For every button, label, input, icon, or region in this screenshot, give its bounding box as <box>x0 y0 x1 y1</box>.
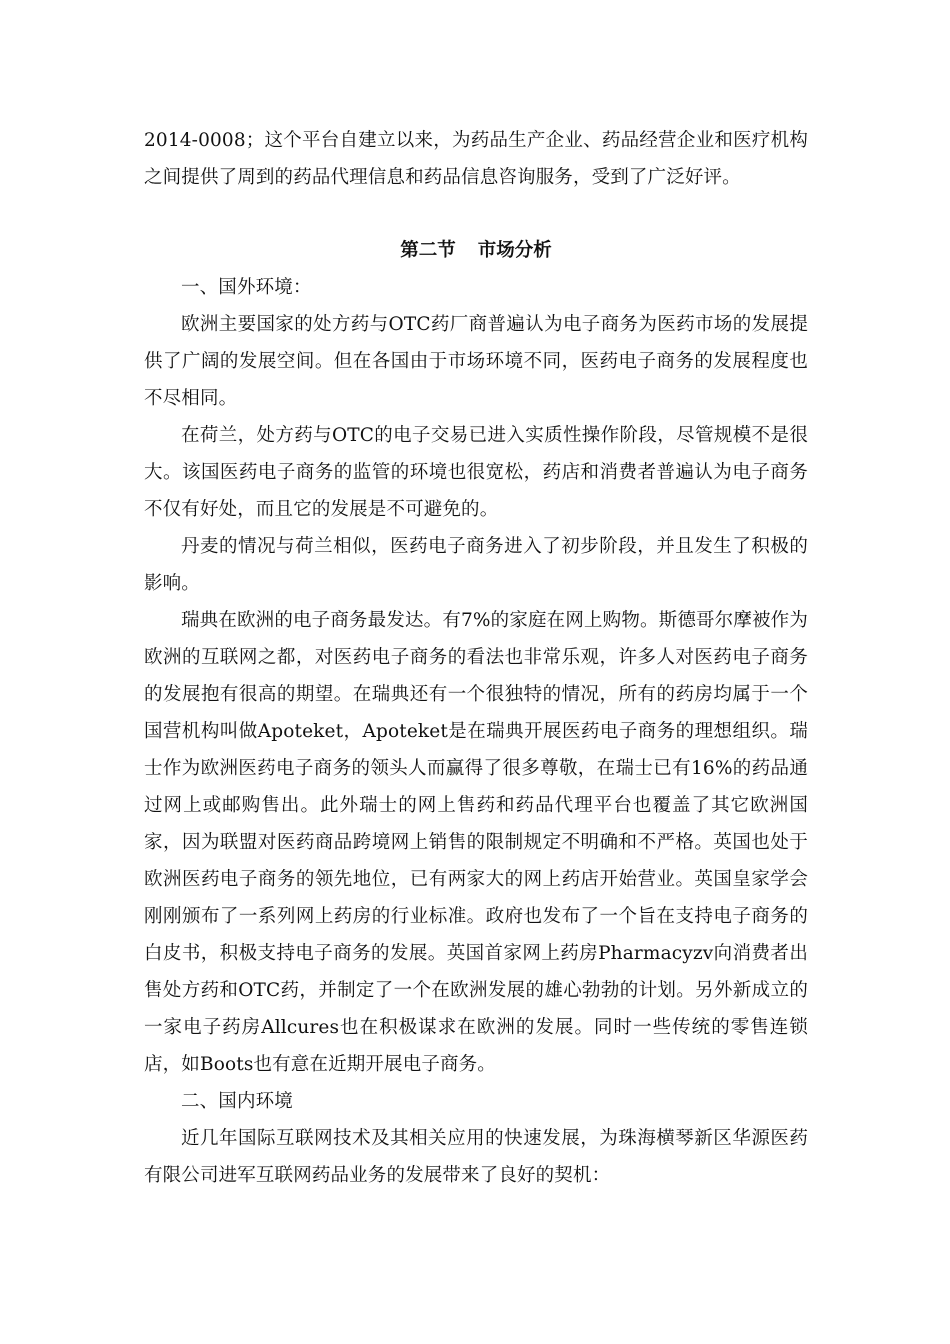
section-title <box>144 232 808 269</box>
subsection-heading-domestic: 二、国内环境 <box>181 1091 293 1112</box>
paragraph-domestic-intro: 近几年国际互联网技术及其相关应用的快速发展，为珠海横琴新区华源医药有限公司进军互联网药品业务的发展带来了良好的契机： <box>144 1128 808 1186</box>
document-body <box>144 122 808 1194</box>
section-title-text: 市场分析 <box>477 240 552 261</box>
intro-paragraph: 2014-0008；这个平台自建立以来，为药品生产企业、药品经营企业和医疗机构之间提供了周到的药品代理信息和药品信息咨询服务，受到了广泛好评。 <box>144 130 808 188</box>
paragraph-sweden-switzerland-uk: 瑞典在欧洲的电子商务最发达。有7%的家庭在网上购物。斯德哥尔摩被作为欧洲的互联网之都，对医药电子商务的看法也非常乐观，许多人对医药电子商务的发展抱有很高的期望。在瑞典还有一个很独特的情况，所有的药房均属于一个国营机构叫做Apoteket，Apoteket是在瑞典开展医药电子商务的理想组织。瑞士作为欧洲医药电子商务的领头人而赢得了很多尊敬，在瑞士已有16%的药品通过网上或邮购售出。此外瑞士的网上售药和药品代理平台也覆盖了其它欧洲国家，因为联盟对医药商品跨境网上销售的限制规定不明确和不严格。英国也处于欧洲医药电子商务的领先地位，已有两家大的网上药店开始营业。英国皇家学会刚刚颁布了一系列网上药房的行业标准。政府也发布了一个旨在支持电子商务的白皮书，积极支持电子商务的发展。英国首家网上药房Pharmacyzv向消费者出售处方药和OTC药，并制定了一个在欧洲发展的雄心勃勃的计划。另外新成立的一家电子药房Allcures也在积极谋求在欧洲的发展。同时一些传统的零售连锁店，如Boots也有意在近期开展电子商务。 <box>144 610 808 1075</box>
paragraph-europe-overview: 欧洲主要国家的处方药与OTC药厂商普遍认为电子商务为医药市场的发展提供了广阔的发展空间。但在各国由于市场环境不同，医药电子商务的发展程度也不尽相同。 <box>144 314 808 409</box>
paragraph-denmark: 丹麦的情况与荷兰相似，医药电子商务进入了初步阶段，并且发生了积极的影响。 <box>144 536 808 594</box>
subsection-heading-foreign: 一、国外环境： <box>181 277 312 298</box>
section-title-number: 第二节 <box>400 240 456 261</box>
paragraph-netherlands: 在荷兰，处方药与OTC的电子交易已进入实质性操作阶段，尽管规模不是很大。该国医药电子商务的监管的环境也很宽松，药店和消费者普遍认为电子商务不仅有好处，而且它的发展是不可避免的。 <box>144 425 808 520</box>
